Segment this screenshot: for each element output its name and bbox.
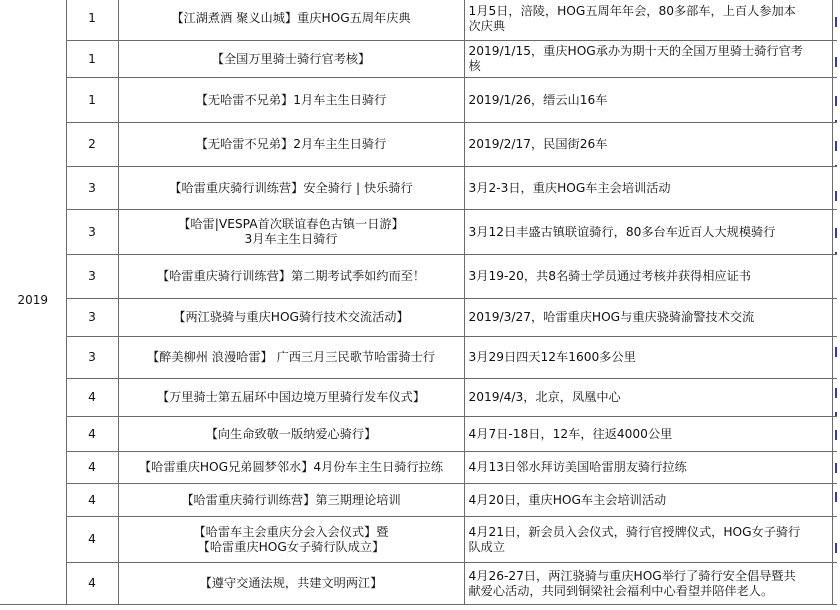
year-cell[interactable]: 2019 bbox=[0, 0, 66, 605]
event-cell[interactable] bbox=[118, 563, 464, 605]
table-row bbox=[0, 167, 837, 210]
detail-text: 2019/4/3，北京，凤凰中心 bbox=[468, 390, 621, 404]
event-cell[interactable] bbox=[118, 167, 464, 210]
overflow-cell[interactable] bbox=[832, 123, 837, 167]
detail-cell[interactable] bbox=[464, 123, 832, 167]
month-cell[interactable]: 4 bbox=[66, 417, 118, 452]
detail-text: 次庆典 bbox=[468, 18, 506, 33]
table-row bbox=[0, 337, 837, 379]
table-row bbox=[0, 41, 837, 78]
event-text: 【万里骑士第五届环中国边境万里骑行发车仪式】 bbox=[156, 390, 426, 404]
detail-cell[interactable] bbox=[464, 167, 832, 210]
detail-text: 3月29日四天12车1600多公里 bbox=[468, 350, 636, 364]
event-text: 【两江骁骑与重庆HOG骑行技术交流活动】 bbox=[173, 310, 409, 324]
table-row bbox=[0, 452, 837, 484]
month-cell[interactable]: 3 bbox=[66, 337, 118, 379]
overflow-cell[interactable] bbox=[832, 452, 837, 484]
event-cell[interactable] bbox=[118, 41, 464, 78]
overflow-cell[interactable] bbox=[832, 299, 837, 337]
month-cell[interactable]: 4 bbox=[66, 452, 118, 484]
overflow-cell[interactable] bbox=[832, 337, 837, 379]
event-text: 【向生命致敬一版纳爱心骑行】 bbox=[205, 426, 377, 441]
detail-text: 核 bbox=[468, 59, 481, 73]
detail-cell[interactable] bbox=[464, 0, 832, 41]
table-row bbox=[0, 255, 837, 299]
month-cell[interactable]: 4 bbox=[66, 379, 118, 417]
detail-cell[interactable] bbox=[464, 517, 832, 563]
overflow-cell[interactable] bbox=[832, 210, 837, 255]
detail-cell[interactable] bbox=[464, 299, 832, 337]
event-text: 【哈雷重庆骑行训练营】第二期考试季如约而至！ bbox=[156, 269, 426, 283]
detail-text: 4月7日-18日，12车，往返4000公里 bbox=[468, 426, 673, 441]
overflow-cell[interactable] bbox=[832, 563, 837, 605]
detail-cell[interactable] bbox=[464, 563, 832, 605]
detail-cell[interactable] bbox=[464, 452, 832, 484]
event-text: 【全国万里骑士骑行官考核】 bbox=[211, 51, 371, 66]
detail-text: 献爱心活动，共同到铜梁社会福利中心看望并陪伴老人。 bbox=[468, 583, 774, 598]
event-cell[interactable] bbox=[118, 78, 464, 123]
event-cell[interactable] bbox=[118, 210, 464, 255]
detail-text: 1月5日，涪陵，HOG五周年年会，80多部车，上百人参加本 bbox=[468, 3, 796, 18]
month-cell[interactable]: 1 bbox=[66, 41, 118, 78]
overflow-text-fragment bbox=[835, 96, 837, 106]
overflow-cell[interactable] bbox=[832, 255, 837, 299]
detail-cell[interactable] bbox=[464, 379, 832, 417]
table-row bbox=[0, 484, 837, 517]
overflow-cell[interactable] bbox=[832, 517, 837, 563]
month-cell[interactable]: 3 bbox=[66, 167, 118, 210]
month-cell[interactable]: 4 bbox=[66, 484, 118, 517]
overflow-text-fragment bbox=[835, 347, 837, 357]
detail-text: 3月2-3日，重庆HOG车主会培训活动 bbox=[468, 180, 671, 195]
detail-text: 2019/1/26，缙云山16车 bbox=[468, 92, 608, 107]
detail-cell[interactable] bbox=[464, 210, 832, 255]
detail-text: 3月19-20，共8名骑士学员通过考核并获得相应证书 bbox=[468, 269, 751, 283]
event-cell[interactable] bbox=[118, 255, 464, 299]
detail-text: 3月12日丰盛古镇联谊骑行，80多台车近百人大规模骑行 bbox=[468, 224, 776, 239]
detail-text: 4月21日，新会员入会仪式，骑行官授牌仪式，HOG女子骑行 bbox=[468, 524, 801, 539]
overflow-text-fragment bbox=[835, 543, 837, 553]
event-text: 【哈雷车主会重庆分会入会仪式】暨 bbox=[193, 524, 389, 539]
overflow-cell[interactable] bbox=[832, 41, 837, 78]
table-row bbox=[0, 0, 837, 41]
table-row bbox=[0, 210, 837, 255]
overflow-text-fragment bbox=[835, 430, 837, 440]
event-text: 【哈雷重庆骑行训练营】安全骑行 | 快乐骑行 bbox=[169, 180, 413, 195]
month-cell[interactable]: 1 bbox=[66, 0, 118, 41]
event-cell[interactable] bbox=[118, 379, 464, 417]
event-cell[interactable] bbox=[118, 123, 464, 167]
event-cell[interactable] bbox=[118, 417, 464, 452]
detail-text: 2019/3/27，哈雷重庆HOG与重庆骁骑渝警技术交流 bbox=[468, 310, 755, 324]
event-text: 【无哈雷不兄弟】1月车主生日骑行 bbox=[195, 92, 387, 107]
detail-cell[interactable] bbox=[464, 417, 832, 452]
event-text: 【哈雷重庆HOG女子骑行队成立】 bbox=[197, 539, 385, 554]
overflow-cell[interactable] bbox=[832, 167, 837, 210]
event-text: 【哈雷|VESPA首次联谊春色古镇一日游】 bbox=[178, 217, 404, 231]
detail-text: 4月26-27日，两江骁骑与重庆HOG举行了骑行安全倡导暨共 bbox=[468, 568, 796, 583]
event-text: 3月车主生日骑行 bbox=[244, 232, 338, 246]
table-row bbox=[0, 379, 837, 417]
event-text: 【江湖煮酒 聚义山城】重庆HOG五周年庆典 bbox=[171, 11, 411, 25]
overflow-text-fragment bbox=[835, 492, 837, 502]
month-cell[interactable]: 4 bbox=[66, 563, 118, 605]
month-cell[interactable]: 3 bbox=[66, 210, 118, 255]
detail-cell[interactable] bbox=[464, 337, 832, 379]
table-row bbox=[0, 78, 837, 123]
detail-cell[interactable] bbox=[464, 78, 832, 123]
event-cell[interactable] bbox=[118, 337, 464, 379]
overflow-text-fragment bbox=[835, 388, 837, 398]
detail-text: 4月20日，重庆HOG车主会培训活动 bbox=[468, 492, 667, 507]
event-cell[interactable] bbox=[118, 517, 464, 563]
detail-text: 4月13日邻水拜访美国哈雷朋友骑行拉练 bbox=[468, 460, 687, 474]
table-row bbox=[0, 123, 837, 167]
month-cell[interactable]: 4 bbox=[66, 517, 118, 563]
detail-cell[interactable] bbox=[464, 255, 832, 299]
overflow-cell[interactable] bbox=[832, 417, 837, 452]
overflow-cell[interactable] bbox=[832, 78, 837, 123]
event-text: 【哈雷重庆HOG兄弟圆梦邻水】4月份车主生日骑行拉练 bbox=[138, 460, 444, 474]
month-cell[interactable]: 2 bbox=[66, 123, 118, 167]
table-row bbox=[0, 417, 837, 452]
overflow-text-fragment bbox=[835, 17, 837, 27]
detail-cell[interactable] bbox=[464, 484, 832, 517]
detail-text: 队成立 bbox=[468, 539, 506, 554]
event-cell[interactable] bbox=[118, 452, 464, 484]
overflow-text-fragment bbox=[835, 57, 837, 67]
event-text: 【无哈雷不兄弟】2月车主生日骑行 bbox=[195, 137, 387, 151]
month-cell[interactable]: 3 bbox=[66, 255, 118, 299]
overflow-text-fragment bbox=[835, 141, 837, 151]
event-text: 【醉美柳州 浪漫哈雷】 广西三月三民歌节哈雷骑士行 bbox=[146, 350, 436, 364]
event-cell[interactable] bbox=[118, 484, 464, 517]
detail-cell[interactable] bbox=[464, 41, 832, 78]
table-row bbox=[0, 517, 837, 563]
table-row bbox=[0, 563, 837, 605]
overflow-cell[interactable] bbox=[832, 0, 837, 41]
overflow-text-fragment bbox=[835, 191, 837, 201]
overflow-cell[interactable] bbox=[832, 379, 837, 417]
month-cell[interactable]: 1 bbox=[66, 78, 118, 123]
overflow-text-fragment bbox=[835, 463, 837, 473]
overflow-text-fragment bbox=[835, 228, 837, 238]
event-cell[interactable] bbox=[118, 299, 464, 337]
event-text: 【遵守交通法规，共建文明两江】 bbox=[199, 576, 383, 590]
detail-text: 2019/2/17，民国街26车 bbox=[468, 137, 608, 151]
event-cell[interactable] bbox=[118, 0, 464, 41]
event-text: 【哈雷重庆骑行训练营】第三期理论培训 bbox=[181, 492, 401, 507]
overflow-cell[interactable] bbox=[832, 484, 837, 517]
month-cell[interactable]: 3 bbox=[66, 299, 118, 337]
detail-text: 2019/1/15，重庆HOG承办为期十天的全国万里骑士骑行官考 bbox=[468, 44, 803, 58]
table-row bbox=[0, 299, 837, 337]
